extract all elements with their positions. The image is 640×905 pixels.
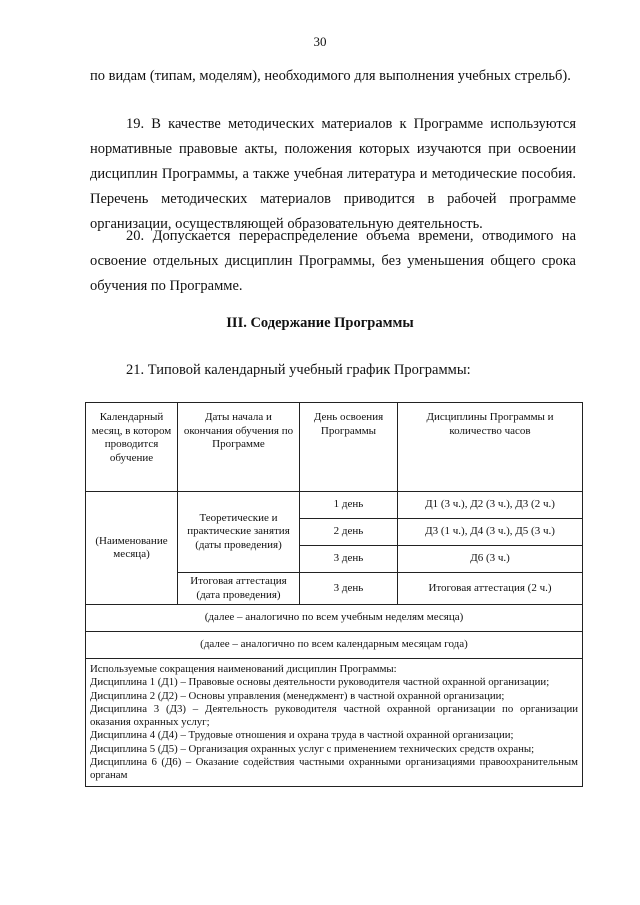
abbreviation-d2: Дисциплина 2 (Д2) – Основы управления (менеджмент) в частной охранной организации; bbox=[90, 689, 505, 702]
disciplines-cell: Д1 (3 ч.), Д2 (3 ч.), Д3 (2 ч.) bbox=[398, 492, 583, 519]
table-intro: 21. Типовой календарный учебный график Программы: bbox=[126, 362, 471, 378]
abbreviation-d5: Дисциплина 5 (Д5) – Организация охранных услуг с применением технических средств охраны; bbox=[90, 742, 535, 755]
day-cell: 3 день bbox=[300, 573, 398, 605]
header-disciplines: Дисциплины Программы и количество часов bbox=[398, 403, 583, 492]
note-months: (далее – аналогично по всем календарным месяцам года) bbox=[86, 632, 583, 659]
month-cell: (Наименование месяца) bbox=[86, 492, 178, 605]
note-weeks: (далее – аналогично по всем учебным неделям месяца) bbox=[86, 605, 583, 632]
disciplines-cell: Д3 (1 ч.), Д4 (3 ч.), Д5 (3 ч.) bbox=[398, 519, 583, 546]
table-header-row bbox=[86, 403, 583, 492]
page-number: 30 bbox=[313, 34, 327, 49]
table-row bbox=[86, 659, 583, 787]
disciplines-cell: Итоговая аттестация (2 ч.) bbox=[398, 573, 583, 605]
paragraph-text: 19. В качестве методических материалов к Программе используются нормативные правовые акты, положения которых изучаются при освоении дисциплин Программы, а также учебная литература и методические пособия. Перечень методических материалов приводится в рабочей программе организации, осуществляющей образовательную деятельность. bbox=[90, 116, 576, 232]
table-row bbox=[86, 632, 583, 659]
abbreviations-cell bbox=[86, 659, 583, 787]
abbreviation-d1: Дисциплина 1 (Д1) – Правовые основы деятельности руководителя частной охранной организации; bbox=[90, 676, 550, 689]
header-day: День освоения Программы bbox=[300, 403, 398, 492]
schedule-table bbox=[85, 402, 583, 787]
disciplines-cell: Д6 (3 ч.) bbox=[398, 546, 583, 573]
paragraph-19 bbox=[90, 112, 576, 237]
table-row bbox=[86, 605, 583, 632]
paragraph-20 bbox=[90, 224, 576, 299]
paragraph-text: 20. Допускается перераспределение объема времени, отводимого на освоение отдельных дисциплин Программы, без уменьшения общего срока обучения по Программе. bbox=[90, 228, 576, 294]
attest-cell: Итоговая аттестация (дата проведения) bbox=[178, 573, 300, 605]
header-month: Календарный месяц, в котором проводится обучение bbox=[86, 403, 178, 492]
day-cell: 1 день bbox=[300, 492, 398, 519]
day-cell: 3 день bbox=[300, 546, 398, 573]
abbreviation-d6: Дисциплина 6 (Д6) – Оказание содействия частными охранными организациями правоохранительным органам bbox=[90, 756, 578, 782]
section-heading: III. Содержание Программы bbox=[226, 315, 414, 331]
abbreviations-title: Используемые сокращения наименований дисциплин Программы: bbox=[90, 663, 397, 675]
day-cell: 2 день bbox=[300, 519, 398, 546]
abbreviation-d4: Дисциплина 4 (Д4) – Трудовые отношения и охрана труда в частной охранной организации; bbox=[90, 729, 514, 742]
header-dates: Даты начала и окончания обучения по Программе bbox=[178, 403, 300, 492]
abbreviation-d3: Дисциплина 3 (Д3) – Деятельность руководителя частной охранной организации по организации оказания охранных услуг; bbox=[90, 702, 578, 729]
table-row bbox=[86, 492, 583, 519]
theory-cell: Теоретические и практические занятия (даты проведения) bbox=[178, 492, 300, 573]
continuation-paragraph bbox=[90, 64, 576, 89]
paragraph-text: по видам (типам, моделям), необходимого для выполнения учебных стрельб). bbox=[90, 68, 571, 84]
